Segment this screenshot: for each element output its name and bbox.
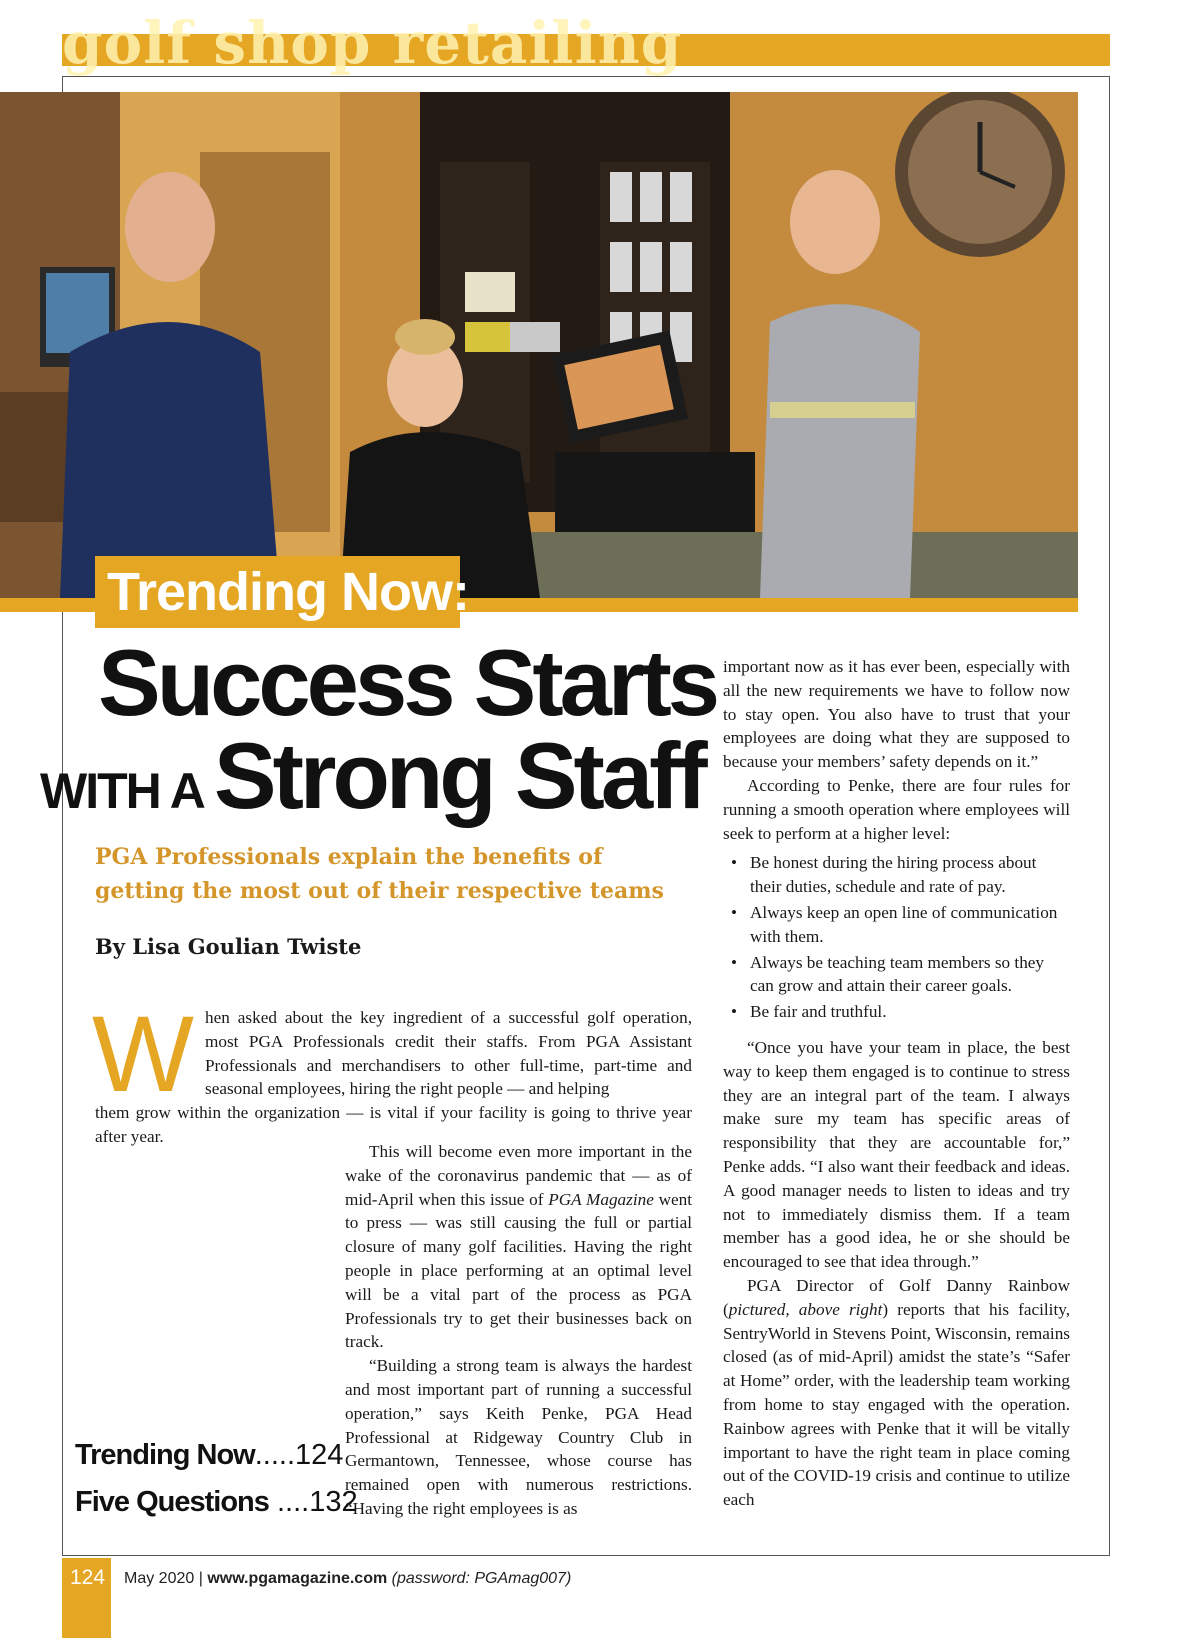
issue-date: May 2020 | bbox=[124, 1570, 208, 1587]
website-link[interactable]: www.pgamagazine.com bbox=[207, 1570, 388, 1587]
list-item: • Always be teaching team members so they can grow and attain their career goals. bbox=[723, 951, 1070, 999]
body-paragraph: important now as it has ever been, especially with all the new requirements we have to follow now to stay open. You also have to trust that your employees are doing what they are supposed to because your members’ safety depends on it.” bbox=[723, 657, 1070, 772]
drop-cap: W bbox=[92, 993, 194, 1114]
password-note: (password: PGAmag007) bbox=[387, 1570, 572, 1587]
toc-item-five-questions[interactable]: Five Questions ....132 bbox=[75, 1486, 358, 1518]
left-column bbox=[345, 1140, 692, 1521]
list-item: • Be honest during the hiring process about their duties, schedule and rate of pay. bbox=[723, 851, 1070, 899]
headline-strong-staff: Strong Staff bbox=[213, 723, 704, 828]
list-item: • Be fair and truthful. bbox=[723, 1000, 1070, 1024]
photo-illustration bbox=[0, 92, 1078, 598]
page-number: 124 bbox=[70, 1566, 106, 1589]
photo-reference: pictured, above right bbox=[728, 1299, 883, 1319]
section-title: golf shop retailing bbox=[62, 9, 683, 77]
kicker-label: Trending Now: bbox=[95, 556, 460, 628]
byline: By Lisa Goulian Twiste bbox=[95, 934, 362, 959]
intro-paragraph-continued: them grow within the organization — is vital if your facility is going to thrive year after year. bbox=[95, 1103, 692, 1146]
intro-paragraph: hen asked about the key ingredient of a successful golf operation, most PGA Professionals credit their staffs. From PGA Assistant Professionals and merchandisers to other full-time, part-time and seasonal employees, hiring the right people — and helping bbox=[205, 1008, 692, 1099]
headline-with-a: WITH A bbox=[40, 763, 204, 819]
section-toc bbox=[75, 1432, 358, 1526]
headline-line-2 bbox=[40, 722, 704, 830]
body-paragraph: PGA Director of Golf Danny Rainbow (pictured, above right) reports that his facility, SentryWorld in Stevens Point, Wisconsin, remains closed (as of mid-April) amidst the state’s “Safer at Home” order, with the leadership team working from home to stay engaged with the operation. Rainbow agrees with Penke that it will be vitally important to have the right team in place coming out of the COVID-19 crisis and continue to utilize each bbox=[723, 1275, 1071, 1510]
article-photo bbox=[0, 92, 1078, 598]
body-paragraph: “Once you have your team in place, the best way to keep them engaged is to continue to stress they are an integral part of the team. I always make sure my team has specific areas of responsibility that they are accountable for,” Penke adds. “I also want their feedback and ideas. A good manager needs to listen to ideas and try not to immediately dismiss them. If a team member has a good idea, he or she should be encouraged to see that idea through.” bbox=[723, 1037, 1070, 1272]
body-paragraph: According to Penke, there are four rules for running a smooth operation where employees will seek to perform at a higher level: bbox=[723, 775, 1070, 843]
publication-name: PGA Magazine bbox=[548, 1189, 654, 1209]
rules-list bbox=[723, 851, 1070, 1024]
headline-line-1: Success Starts bbox=[98, 630, 717, 735]
list-item: • Always keep an open line of communication with them. bbox=[723, 901, 1070, 949]
article-subhead: PGA Professionals explain the benefits of getting the most out of their respective teams bbox=[95, 844, 664, 904]
body-paragraph: This will become even more important in the wake of the coronavirus pandemic that — as of mid-April when this issue of PGA Magazine went to press — was still causing the full or partial closure of many golf facilities. Having the right people in place performing at an optimal level will be a vital part of the process as PGA Professionals try to get their businesses back on track. bbox=[345, 1142, 692, 1352]
right-column bbox=[723, 655, 1070, 1512]
toc-item-trending-now[interactable]: Trending Now.....124 bbox=[75, 1439, 344, 1471]
body-paragraph: “Building a strong team is always the hardest and most important part of running a successful operation,” says Keith Penke, PGA Head Professional at Ridgeway Country Club in Germantown, Tennessee, whose course has remained open with numerous restrictions. “Having the right employees is as bbox=[345, 1356, 692, 1518]
page-footer bbox=[124, 1570, 571, 1588]
